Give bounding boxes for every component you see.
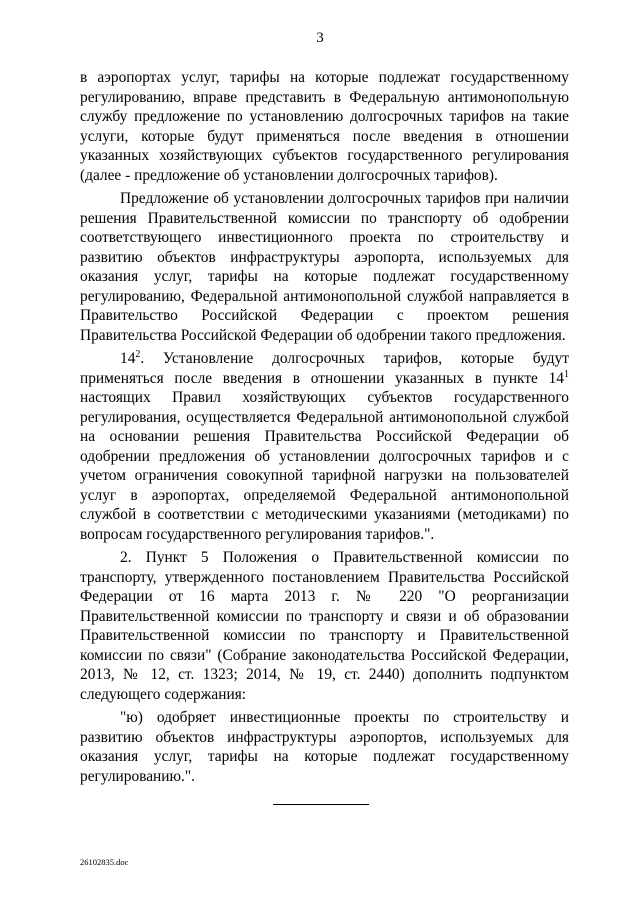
clause-text-part-1: . Установление долгосрочных тарифов, которые будут применяться после введения в отношении указанных в пункте 14 [80,350,569,387]
paragraph-4: 2. Пункт 5 Положения о Правительственной комиссии по транспорту, утвержденного постановлением Правительства Российской Федерации от 16 марта 2013 г. № 220 "О реорганизации Правительственной комиссии по транспорту и связи и об образовании Правительственной комиссии по транспорту и Правительственной комиссии по связи" (Собрание законодательства Российской Федерации, 2013, № 12, ст. 1323; 2014, № 19, ст. 2440) дополнить подпунктом следующего содержания: [80,549,569,703]
paragraph-5: "ю) одобряет инвестиционные проекты по строительству и развитию объектов инфраструктуры аэропортов, используемых для оказания услуг, тарифы на которые подлежат государственному регулированию.". [80,709,569,785]
paragraph-1: в аэропортах услуг, тарифы на которые подлежат государственному регулированию, вправе представить в Федеральную антимонопольную службу предложение по установлению долгосрочных тарифов на такие услуги, которые будут применяться после введения в отношении указанных хозяйствующих субъектов государственного регулирования (далее - предложение об установлении долгосрочных тарифов). [80,69,569,184]
clause-number: 14 [120,350,136,367]
document-body [80,68,569,786]
end-divider-line [273,804,369,805]
paragraph-3 [80,349,569,544]
clause-text-part-2: настоящих Правил хозяйствующих субъектов государственного регулирования, осуществляется Федеральной антимонопольной службой на основании решения Правительства Российской Федерации об одобрении предложения об установлении долгосрочных тарифов и с учетом ограничения совокупной тарифной нагрузки на пользователей услуг в аэропортах, определяемой Федеральной антимонопольной службой в соответствии с методическими указаниями (методиками) по вопросам государственного регулирования тарифов.". [80,389,569,543]
clause-reference-superscript: 1 [564,368,569,380]
page-number: 3 [316,30,324,46]
clause-number-superscript: 2 [135,348,141,360]
footer-file-name: 26102835.doc [80,857,129,867]
paragraph-2: Предложение об установлении долгосрочных тарифов при наличии решения Правительственной комиссии по транспорту об одобрении соответствующего инвестиционного проекта по строительству и развитию объектов инфраструктуры аэропорта, используемых для оказания услуг, тарифы на которые подлежат государственному регулированию, Федеральной антимонопольной службой направляется в Правительство Российской Федерации с проектом решения Правительства Российской Федерации об одобрении такого предложения. [80,190,569,344]
